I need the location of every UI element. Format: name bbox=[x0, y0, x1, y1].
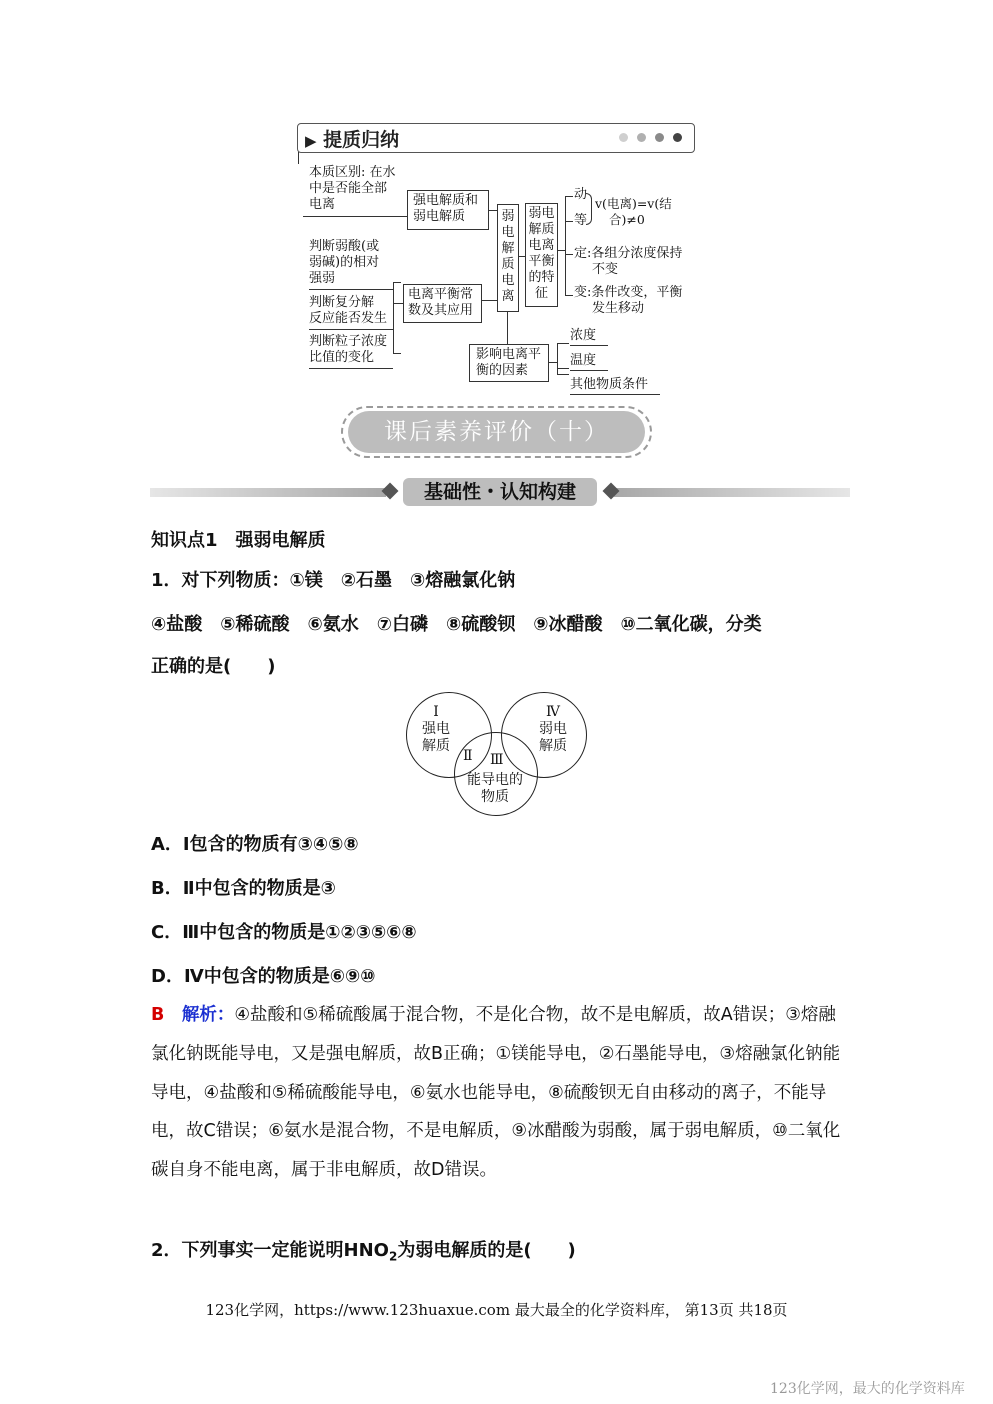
strong-weak-electrolyte-box: 强电解质和 弱电解质 bbox=[407, 190, 489, 230]
factor-other-substances: 其他物质条件 bbox=[570, 377, 660, 395]
weak-acid-note: 判断弱酸(或 弱碱)的相对 强弱 bbox=[309, 239, 380, 286]
feature-equal: 等 bbox=[574, 213, 588, 228]
q1-answer-explanation bbox=[151, 996, 851, 1190]
summary-title-text: 提质归纳 bbox=[323, 129, 400, 151]
ionization-constant-box: 电离平衡常 数及其应用 bbox=[403, 284, 482, 323]
option-b: B．Ⅱ中包含的物质是③ bbox=[151, 878, 336, 899]
knowledge-point-heading: 知识点1 强弱电解质 bbox=[151, 530, 326, 551]
venn-overlap-iii: Ⅲ bbox=[490, 752, 504, 768]
evaluation-banner-title: 课后素养评价（十） bbox=[348, 411, 645, 453]
feature-char: 平衡 bbox=[528, 254, 555, 269]
play-triangle-icon: ▶ bbox=[305, 132, 317, 150]
venn-label-strong: Ⅰ 强电 解质 bbox=[422, 704, 450, 754]
feature-char: 的特 bbox=[528, 270, 555, 285]
equilibrium-feature-box bbox=[525, 203, 558, 307]
center-char: 质 bbox=[501, 257, 515, 272]
answer-text: ④盐酸和⑤稀硫酸属于混合物，不是化合物，故不是电解质，故A错误；③熔融氯化钠既能导电，又是强电解质，故B正确；①镁能导电，②石墨能导电，③熔融氯化钠能导电，④盐酸和⑤稀硫酸能导电，⑥氨水也能导电，⑧硫酸钡无自由移动的离子，不能导电，故C错误；⑥氨水是混合物，不是电解质，⑨冰醋酸为弱酸，属于弱电解质，⑩二氧化碳自身不能电离，属于非电解质，故D错误。 bbox=[151, 1005, 841, 1181]
venn-overlap-ii: Ⅱ bbox=[463, 748, 473, 764]
center-char: 解 bbox=[501, 241, 515, 256]
center-char: 电 bbox=[501, 273, 515, 288]
summary-dot-icon bbox=[619, 133, 628, 142]
summary-title bbox=[305, 125, 399, 152]
feature-char: 征 bbox=[534, 286, 548, 301]
influencing-factors-box: 影响电离平 衡的因素 bbox=[469, 344, 549, 382]
summary-dot-icon bbox=[673, 133, 682, 142]
option-d: D．Ⅳ中包含的物质是⑥⑨⑩ bbox=[151, 966, 376, 987]
answer-letter: B bbox=[151, 1005, 165, 1025]
q2-stem: 2．下列事实一定能说明$HNO_2$为弱电解质的是( ) bbox=[151, 1240, 576, 1264]
factor-concentration: 浓度 bbox=[570, 328, 608, 346]
feature-rate-equal: v(电离)=v(结 合)≠0 bbox=[595, 196, 672, 227]
option-a: A．Ⅰ包含的物质有③④⑤⑧ bbox=[151, 834, 359, 855]
watermark: 123化学网，最大的化学资料库 bbox=[770, 1381, 965, 1397]
factor-temperature: 温度 bbox=[570, 353, 608, 371]
feature-dynamic: 动 bbox=[574, 187, 588, 202]
feature-fixed: 定:各组分浓度保持 不变 bbox=[574, 246, 683, 277]
center-char: 弱 bbox=[501, 209, 515, 224]
summary-dot-icon bbox=[655, 133, 664, 142]
feature-change: 变:条件改变，平衡 发生移动 bbox=[574, 285, 683, 316]
essence-note: 本质区别: 在水 中是否能全部 电离 bbox=[309, 165, 396, 212]
answer-label: 解析： bbox=[181, 1005, 235, 1025]
feature-char: 弱电 bbox=[528, 206, 555, 221]
summary-dot-icon bbox=[637, 133, 646, 142]
weak-electrolyte-ionization-box bbox=[497, 204, 519, 312]
venn-label-weak: Ⅳ 弱电 解质 bbox=[539, 704, 567, 754]
center-char: 离 bbox=[501, 289, 515, 304]
venn-label-conductive: 能导电的 物质 bbox=[467, 772, 523, 805]
section-label: 基础性・认知构建 bbox=[403, 478, 597, 506]
section-band-right bbox=[614, 488, 850, 497]
q1-stem-line3: 正确的是( ) bbox=[151, 656, 276, 677]
center-char: 电 bbox=[501, 225, 515, 240]
feature-char: 解质 bbox=[528, 222, 555, 237]
feature-char: 电离 bbox=[528, 238, 555, 253]
q1-stem-line1: 1．对下列物质：①镁 ②石墨 ③熔融氯化钠 bbox=[151, 570, 516, 591]
page-footer: 123化学网，https://www.123huaxue.com 最大最全的化学资料库， 第13页 共18页 bbox=[205, 1301, 788, 1319]
section-band-left bbox=[150, 488, 386, 497]
particle-ratio-note: 判断粒子浓度 比值的变化 bbox=[309, 334, 388, 365]
double-decomposition-note: 判断复分解 反应能否发生 bbox=[309, 295, 388, 326]
q1-stem-line2: ④盐酸 ⑤稀硫酸 ⑥氨水 ⑦白磷 ⑧硫酸钡 ⑨冰醋酸 ⑩二氧化碳，分类 bbox=[151, 614, 762, 635]
option-c: C．Ⅲ中包含的物质是①②③⑤⑥⑧ bbox=[151, 922, 417, 943]
